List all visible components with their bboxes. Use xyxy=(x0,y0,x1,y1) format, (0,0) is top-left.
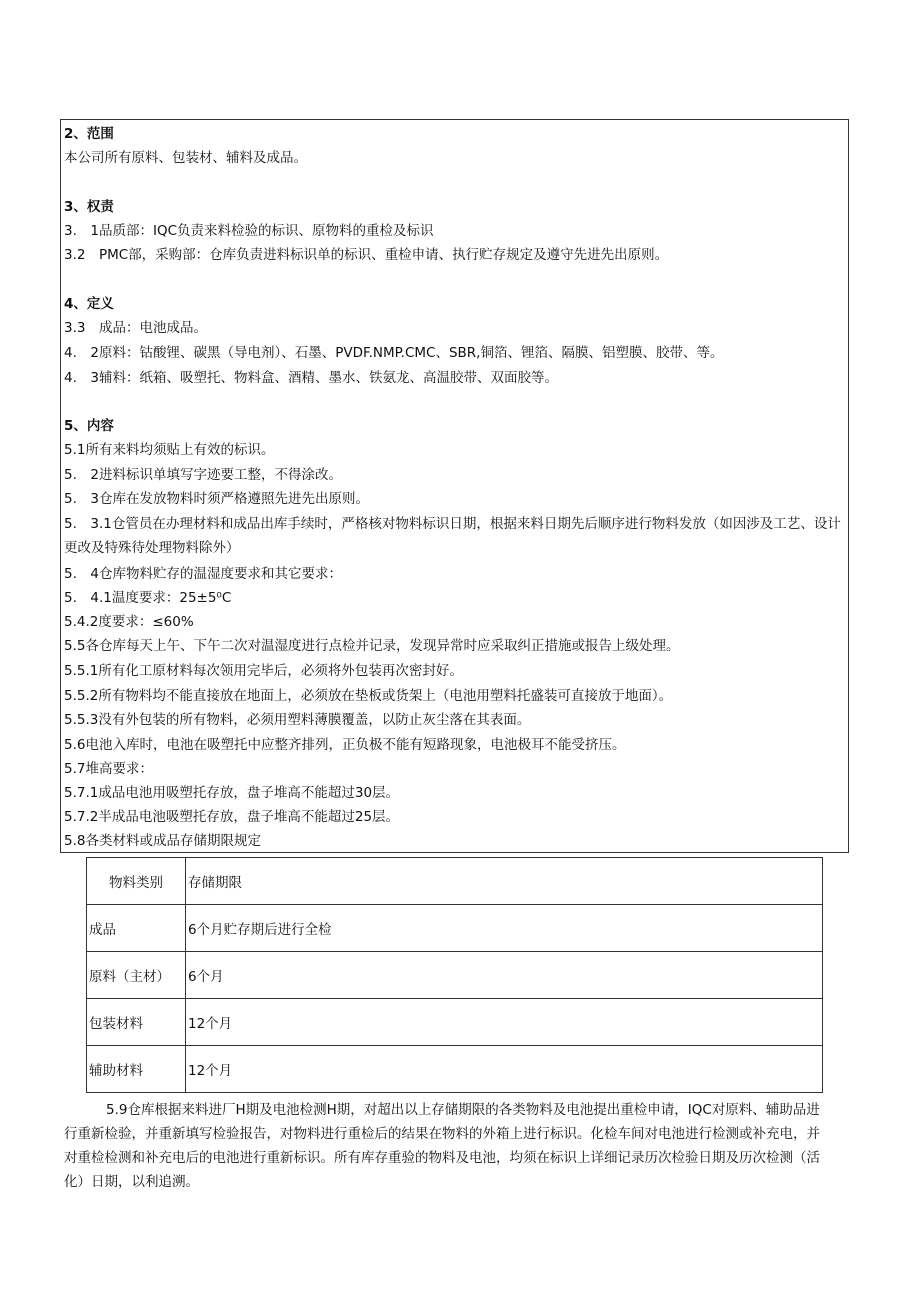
section-3-heading: 3、权责 xyxy=(64,199,114,215)
table-row xyxy=(87,952,823,999)
section-4-item: 4. 3辅料：纸箱、吸塑托、物料盒、酒精、墨水、铁氨龙、高温胶带、双面胶等。 xyxy=(64,370,558,386)
table-cell: 6个月贮存期后进行全检 xyxy=(186,905,823,952)
section-5-item: 5.4.2度要求：≤60% xyxy=(64,614,194,630)
table-cell: 成品 xyxy=(87,905,186,952)
table-cell: 包装材料 xyxy=(87,999,186,1046)
section-2-text: 本公司所有原料、包装材、辅料及成品。 xyxy=(64,150,307,166)
section-5-item: 5.7.1成品电池用吸塑托存放，盘子堆高不能超过30层。 xyxy=(64,785,400,801)
storage-period-table xyxy=(86,857,823,1093)
section-5-item: 5. 4.1温度要求：25±5⁰C xyxy=(64,590,232,606)
section-4-item: 3.3 成品：电池成品。 xyxy=(64,320,207,336)
section-5-item: 5.5.2所有物料均不能直接放在地面上，必须放在垫板或货架上（电池用塑料托盛装可直接放于地面）。 xyxy=(64,688,673,704)
section-3-item: 3. 1品质部：IQC负责来料检验的标识、原物料的重检及标识 xyxy=(64,223,434,239)
section-3-item: 3.2 PMC部，采购部：仓库负责进料标识单的标识、重检申请、执行贮存规定及遵守先进先出原则。 xyxy=(64,247,669,263)
section-5-item: 5.6电池入库时，电池在吸塑托中应整齐排列，正负极不能有短路现象，电池极耳不能受挤压。 xyxy=(64,737,626,753)
table-row xyxy=(87,905,823,952)
section-5-9-first: 5.9仓库根据来料进厂H期及电池检测H期，对超出以上存储期限的各类物料及电池提出重检申请，IQC xyxy=(106,1102,712,1118)
table-cell: 原料（主材） xyxy=(87,952,186,999)
section-5-9-rest: 对原料、辅助品进行重新检验，并重新填写检验报告，对物料进行重检后的结果在物料的外箱上进行标识。化检车间对电池进行检测或补充电，并对重检检测和补充电后的电池进行重新标识。所有库存重验的物料及电池，均须在标识上详细记录历次检验日期及历次检测（活化）日期，以利追溯。 xyxy=(64,1102,820,1190)
section-5-item: 5. 3仓库在发放物料时须严格遵照先进先出原则。 xyxy=(64,491,369,507)
table-cell: 6个月 xyxy=(186,952,823,999)
section-5-item: 5.8各类材料或成品存储期限规定 xyxy=(64,833,261,849)
table-header-cell: 存储期限 xyxy=(186,858,823,905)
section-5-item: 5. 3.1仓管员在办理材料和成品出库手续时，严格核对物料标识日期，根据来料日期先后顺序进行物料发放（如因涉及工艺、设计更改及特殊待处理物料除外） xyxy=(64,516,841,556)
section-5-item: 5. 4仓库物料贮存的温湿度要求和其它要求： xyxy=(64,566,342,582)
table-header-row xyxy=(87,858,823,905)
table-cell: 12个月 xyxy=(186,999,823,1046)
section-4-heading: 4、定义 xyxy=(64,296,114,312)
section-2-heading: 2、范围 xyxy=(64,126,114,142)
table-cell: 辅助材料 xyxy=(87,1046,186,1093)
section-5-item: 5.5各仓库每天上午、下午二次对温湿度进行点检并记录，发现异常时应采取纠正措施或报告上级处理。 xyxy=(64,638,680,654)
section-5-item: 5.5.1所有化工原材料每次领用完毕后，必须将外包装再次密封好。 xyxy=(64,663,463,679)
section-5-item: 5.1所有来料均须贴上有效的标识。 xyxy=(64,442,275,458)
section-5-item: 5.7堆高要求： xyxy=(64,761,153,777)
table-cell: 12个月 xyxy=(186,1046,823,1093)
section-5-heading: 5、内容 xyxy=(64,418,114,434)
table-row xyxy=(87,1046,823,1093)
section-4-item: 4. 2原料：钴酸锂、碳黑（导电剂）、石墨、PVDF.NMP.CMC、SBR,铜箔、锂箔、隔膜、铝塑膜、胶带、等。 xyxy=(64,345,724,361)
section-5-9-paragraph xyxy=(64,1098,824,1194)
section-5-item: 5.7.2半成品电池吸塑托存放，盘子堆高不能超过25层。 xyxy=(64,809,400,825)
table-row xyxy=(87,999,823,1046)
section-5-item: 5.5.3没有外包装的所有物料，必须用塑料薄膜覆盖，以防止灰尘落在其表面。 xyxy=(64,712,531,728)
table-header-cell: 物料类别 xyxy=(87,858,186,905)
section-5-item: 5. 2进料标识单填写字迹要工整，不得涂改。 xyxy=(64,467,342,483)
